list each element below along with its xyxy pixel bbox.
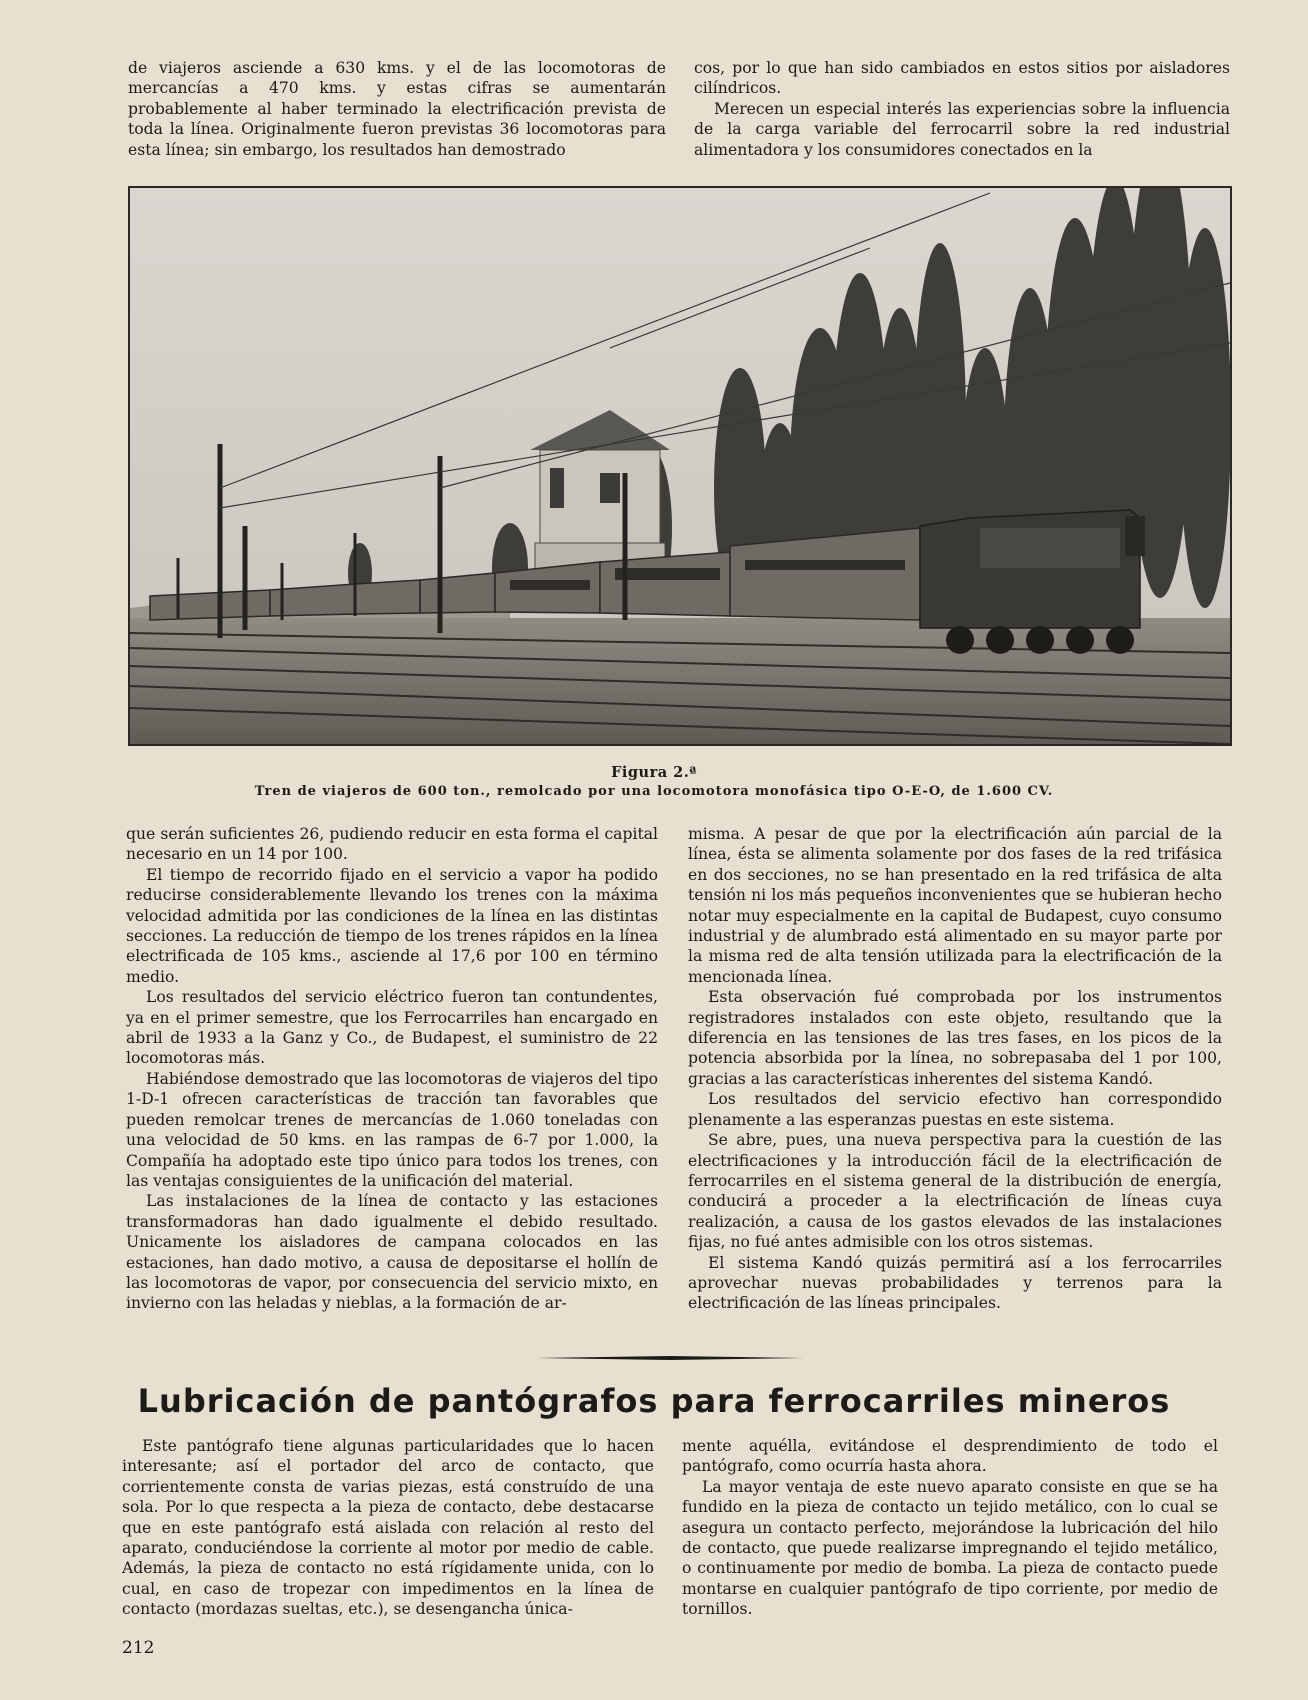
page-number: 212 bbox=[122, 1638, 155, 1658]
paragraph: El sistema Kandó quizás permitirá así a los ferrocarriles aprovechar nuevas probabilidades y terrenos para la electrificación de las líneas principales. bbox=[688, 1253, 1222, 1313]
paragraph: de viajeros asciende a 630 kms. y el de las locomotoras de mercancías a 470 kms. y estas cifras se aumentarán probablemente al haber terminado la electrificación prevista de toda la línea. Originalmente fueron previstas 36 locomotoras para esta línea; sin embargo, los resultados han demostrado bbox=[128, 59, 666, 159]
paragraph: Los resultados del servicio efectivo han correspondido plenamente a las esperanzas puestas en este sistema. bbox=[688, 1090, 1222, 1129]
paragraph: Los resultados del servicio eléctrico fueron tan contundentes, ya en el primer semestre, que los Ferrocarriles han encargado en abril de 1933 a la Ganz y Co., de Budapest, el suministro de 22 locomotoras más. bbox=[126, 988, 658, 1068]
paragraph: misma. A pesar de que por la electrificación aún parcial de la línea, ésta se alimenta solamente por dos fases de la red trifásica en dos secciones, no se han presentado en la red trifásica de alta tensión ni los más pequeños inconvenientes que se hubieran hecho notar muy especialmente en la capital de Budapest, cuyo consumo industrial y de alumbrado está alimentado en su mayor parte por la misma red de alta tensión utilizada para la electrificación de la mencionada línea. bbox=[688, 825, 1222, 986]
mid-right-column bbox=[688, 824, 1222, 1314]
paragraph: El tiempo de recorrido fijado en el servicio a vapor ha podido reducirse considerablemente llevando los trenes con la máxima velocidad admitida por las condiciones de la línea en las distintas secciones. La reducción de tiempo de los trenes rápidos en la línea electrificada de 105 kms., asciende al 17,6 por 100 en término medio. bbox=[126, 865, 658, 986]
mid-left-column bbox=[126, 824, 658, 1314]
paragraph: cos, por lo que han sido cambiados en estos sitios por aisladores cilíndricos. bbox=[694, 59, 1230, 98]
article-heading: Lubricación de pantógrafos para ferrocarriles mineros bbox=[137, 1382, 1171, 1420]
figure-label: Figura 2.ª bbox=[611, 764, 697, 781]
paragraph: La mayor ventaja de este nuevo aparato consiste en que se ha fundido en la pieza de contacto un tejido metálico, con lo cual se asegura un contacto perfecto, mejorándose la lubricación del hilo de contacto, que puede realizarse impregnando el tejido metálico, o continuamente por medio de bomba. La pieza de contacto puede montarse en cualquier pantógrafo de tipo corriente, por medio de tornillos. bbox=[682, 1477, 1218, 1619]
paragraph: Merecen un especial interés las experiencias sobre la influencia de la carga variable del ferrocarril sobre la red industrial alimentadora y los consumidores conectados en la bbox=[694, 99, 1230, 159]
top-left-column bbox=[128, 58, 666, 160]
paragraph: Esta observación fué comprobada por los instrumentos registradores instalados con este objeto, resultando que la diferencia en las tensiones de las tres fases, en los picos de la potencia absorbida por la línea, no sobrepasaba del 1 por 100, gracias a las características inherentes del sistema Kandó. bbox=[688, 988, 1222, 1088]
paragraph: Habiéndose demostrado que las locomotoras de viajeros del tipo 1-D-1 ofrecen características de tracción tan favorables que pueden remolcar trenes de mercancías de 1.060 toneladas con una velocidad de 50 kms. en las rampas de 6-7 por 1.000, la Compañía ha adoptado este tipo único para todos los trenes, con las ventajas consiguientes de la unificación del material. bbox=[126, 1069, 658, 1190]
article-left-column bbox=[122, 1436, 654, 1620]
paragraph: Las instalaciones de la línea de contacto y las estaciones transformadoras han dado igualmente el debido resultado. Unicamente los aisladores de campana colocados en las estaciones, han dado motivo, a causa de depositarse el hollín de las locomotoras de vapor, por consecuencia del servicio mixto, en invierno con las heladas y nieblas, a la formación de ar- bbox=[126, 1192, 658, 1313]
paragraph: mente aquélla, evitándose el desprendimiento de todo el pantógrafo, como ocurría hasta ahora. bbox=[682, 1437, 1218, 1476]
figure-caption: Tren de viajeros de 600 ton., remolcado por una locomotora monofásica tipo O-E-O, de 1.600 CV. bbox=[254, 784, 1054, 799]
paragraph: Este pantógrafo tiene algunas particularidades que lo hacen interesante; así el portador del arco de contacto, que corrientemente consta de varias piezas, está construído de una sola. Por lo que respecta a la pieza de contacto, debe destacarse que en este pantógrafo está aislada con relación al resto del aparato, conduciéndose la corriente al motor por medio de cable. Además, la pieza de contacto no está rígidamente unida, con lo cual, en caso de tropezar con impedimentos en la línea de contacto (mordazas sueltas, etc.), se desengancha única- bbox=[122, 1437, 654, 1619]
top-right-column bbox=[694, 58, 1230, 160]
section-divider bbox=[536, 1356, 804, 1360]
paragraph: que serán suficientes 26, pudiendo reducir en esta forma el capital necesario en un 14 por 100. bbox=[126, 825, 658, 864]
paragraph: Se abre, pues, una nueva perspectiva para la cuestión de las electrificaciones y la introducción fácil de la electrificación de ferrocarriles en el sistema general de la distribución de energía, conducirá a proceder a la electrificación de líneas cuya realización, a causa de los gastos elevados de las instalaciones fijas, no fué antes admisible con los otros sistemas. bbox=[688, 1131, 1222, 1252]
article-right-column bbox=[682, 1436, 1218, 1620]
train-photograph bbox=[128, 186, 1232, 746]
